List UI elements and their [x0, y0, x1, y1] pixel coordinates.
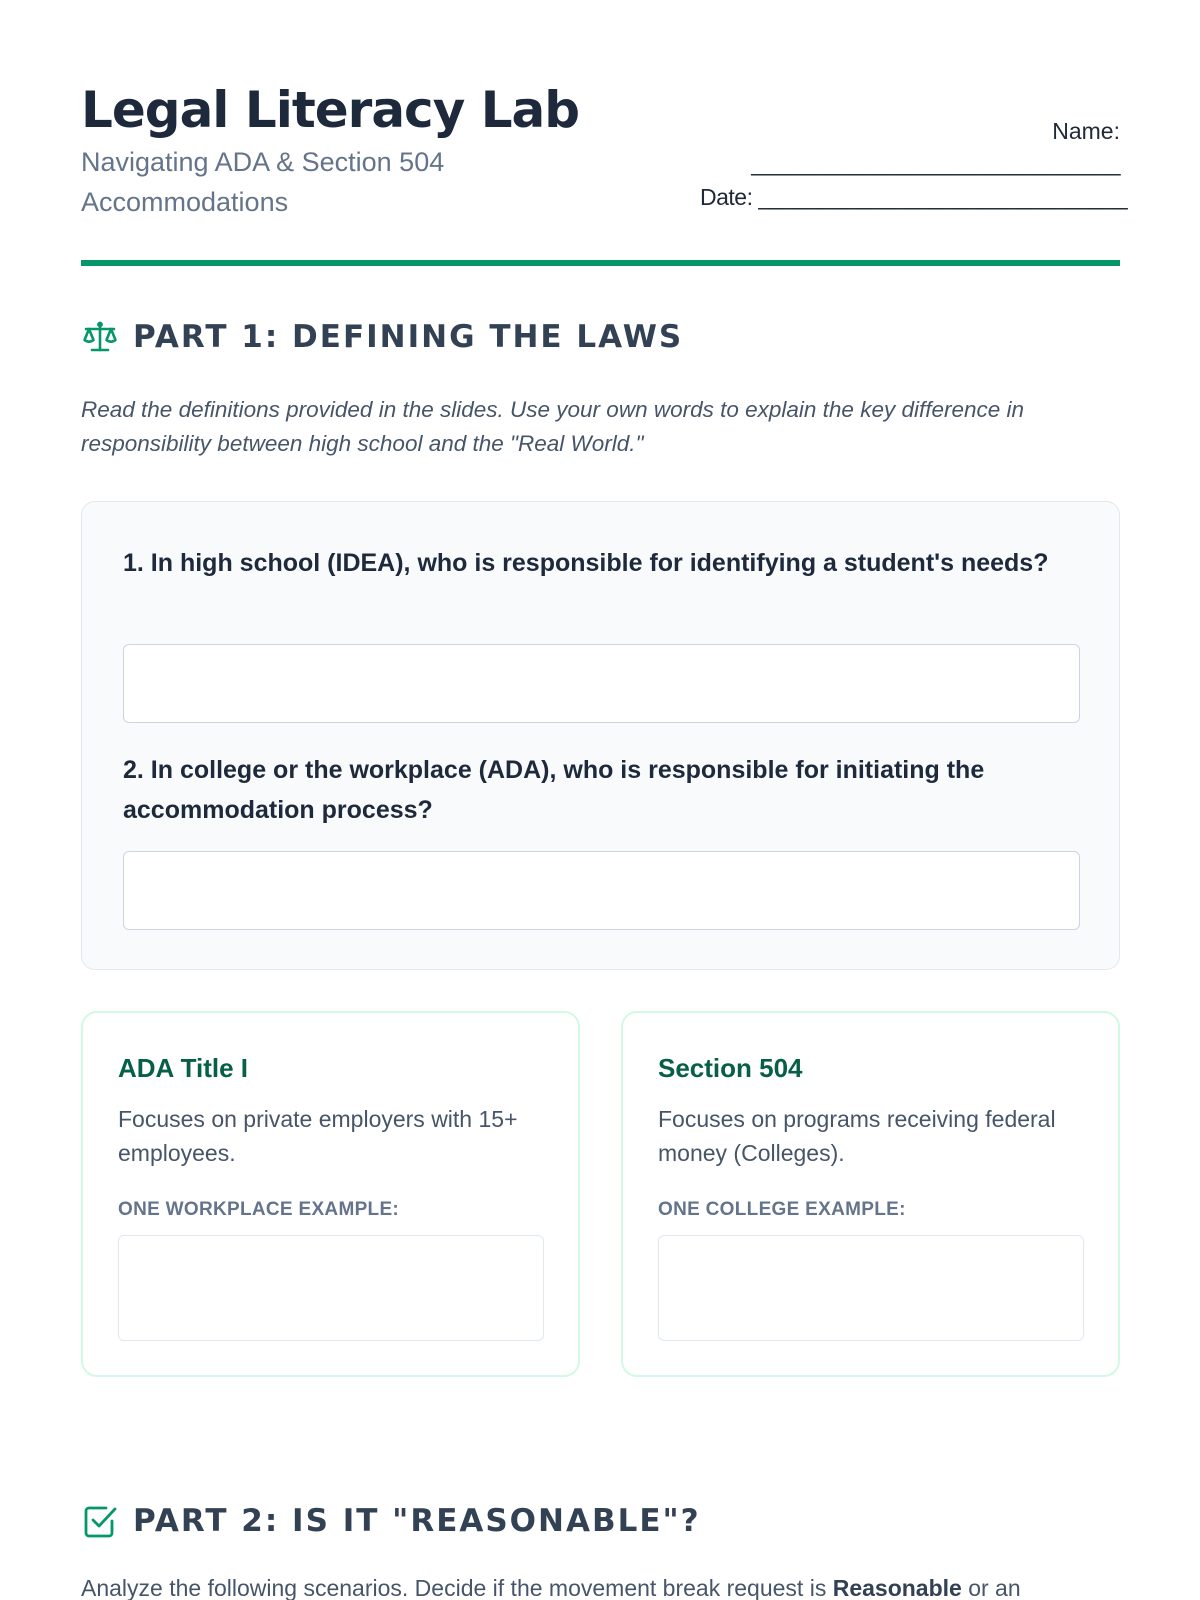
question-panel — [81, 501, 1120, 970]
card-description: Focuses on programs receiving federal money (Colleges). — [658, 1106, 1056, 1166]
part2-intro-end: or an — [961, 1575, 1021, 1600]
date-field[interactable] — [700, 180, 1128, 214]
card-example-label: ONE WORKPLACE EXAMPLE: — [118, 1199, 400, 1220]
answer-box-1[interactable] — [123, 644, 1080, 723]
part1-title: PART 1: DEFINING THE LAWS — [133, 319, 684, 355]
card-title: ADA Title I — [118, 1053, 249, 1083]
answer-box-2[interactable] — [123, 851, 1080, 930]
date-blank: ______________________________ — [758, 184, 1128, 210]
checkbox-icon — [81, 1502, 119, 1540]
name-field[interactable]: ______________________________ — [751, 150, 1120, 176]
page-subtitle: Navigating ADA & Section 504 Accommodations — [81, 147, 445, 217]
header-divider — [81, 260, 1120, 266]
part1-instructions: Read the definitions provided in the slides. Use your own words to explain the key difference in responsibility between high school and the "Real World." — [81, 397, 1025, 456]
question-2: 2. In college or the workplace (ADA), who is responsible for initiating the accommodation process? — [123, 756, 985, 824]
question-1: 1. In high school (IDEA), who is responsible for identifying a student's needs? — [123, 549, 1049, 577]
name-date-block — [700, 116, 1128, 214]
card-example-label: ONE COLLEGE EXAMPLE: — [658, 1199, 906, 1220]
part2-heading — [81, 1502, 701, 1540]
part1-heading — [81, 318, 683, 356]
workplace-example-box[interactable] — [118, 1235, 544, 1341]
card-title: Section 504 — [658, 1053, 803, 1083]
date-label: Date: — [700, 184, 753, 210]
worksheet-header — [81, 80, 1128, 260]
college-example-box[interactable] — [658, 1235, 1084, 1341]
ada-title-card — [81, 1011, 580, 1377]
part2-intro-bold: Reasonable — [832, 1575, 962, 1600]
section-504-card — [621, 1011, 1120, 1377]
name-label: Name: — [1052, 118, 1120, 144]
part2-title: PART 2: IS IT "REASONABLE"? — [133, 1503, 701, 1539]
page-title: Legal Literacy Lab — [81, 81, 580, 139]
scale-icon — [81, 318, 119, 356]
part2-instructions — [81, 1571, 1120, 1600]
card-description: Focuses on private employers with 15+ employees. — [118, 1106, 518, 1166]
part2-intro-start: Analyze the following scenarios. Decide if the movement break request is — [81, 1575, 833, 1600]
